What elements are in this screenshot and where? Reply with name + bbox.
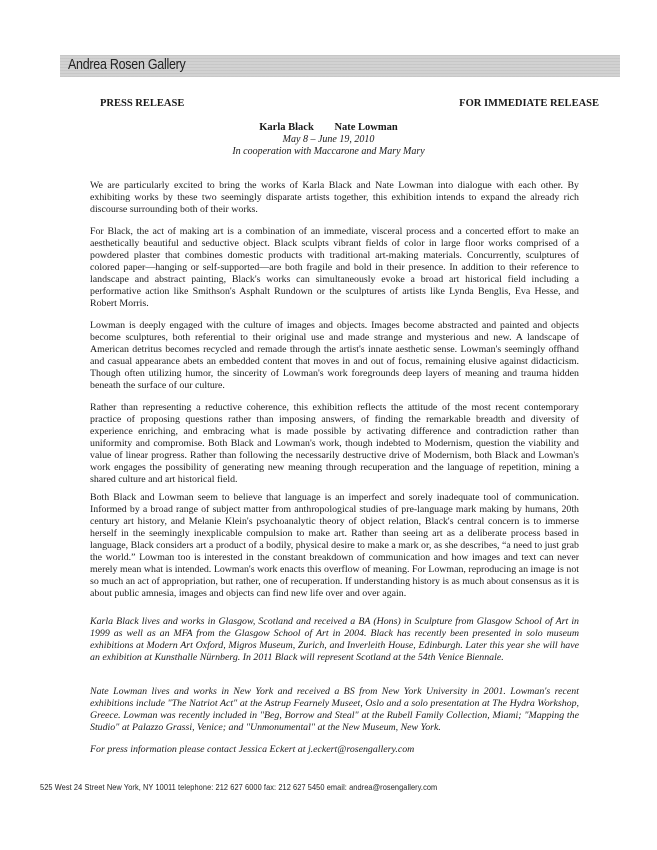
- cooperation-line: In cooperation with Maccarone and Mary Mary: [232, 146, 425, 157]
- paragraph-black: For Black, the act of making art is a combination of an immediate, visceral process and a concerted effort to make an aesthetically beautiful and seductive object. Black sculpts vibrant fields of color in large floor works comprised of a powdered plaster that combines domestic products with traditional art-making materials. Concurrently, sculptures of colored paper—hanging or self-supported—are both fragile and bold in their presence. In addition to their reference to landscape and abstract painting, Black's works can simultaneously evoke a broad art historical field including a performative action like Smithson's Asphalt Rundown or the sculptures of artists like Lynda Benglis, Eva Hesse, and Robert Morris.: [90, 226, 579, 309]
- bio-lowman: Nate Lowman lives and works in New York and received a BS from New York University in 2001. Lowman's recent exhibitions include "The Natriot Act" at the Astrup Fearnely Museet, Oslo and a solo presentation at The Hydra Workshop, Greece. Lowman was recently included in "Beg, Borrow and Steal" at the Rubell Family Collection, Miami; "Mapping the Studio" at Palazzo Grassi, Venice; and "Unmonumental" at the New Museum, New York.: [90, 686, 579, 733]
- paragraph-intro: We are particularly excited to bring the works of Karla Black and Nate Lowman into dialogue with each other. By exhibiting works by these two seemingly disparate artists together, this exhibition intends to expand the already rich discourse surrounding both of their works.: [90, 180, 579, 215]
- artist-name-black: Karla Black: [259, 122, 314, 133]
- paragraph-language: Both Black and Lowman seem to believe that language is an imperfect and sorely inadequate tool of communication. Informed by a broad range of subject matter from anthropological studies of pre-language mark making by humans, 20th century art history, and Melanie Klein's psychoanalytic theory of object relation, Black's central concern is to immerse herself in the seemingly inexplicable compulsion to make art. Rather than seeing art as a deliberate process based in language, Black considers art a product of a bodily, physical desire to make a mark or, as she describes, “a need to just grab the world.” Lowman too is interested in the constant breakdown of communication and how images and text can never merely mean what is intended. Lowman's work enacts this overflow of meaning. For Lowman, reproducing an image is not so much an act of appropriation, but rather, one of recuperation. If understanding history is as much about consensus as it is about public amnesia, images and objects can find new life over and over again.: [90, 492, 579, 599]
- artist-names: [0, 121, 657, 134]
- gallery-address-footer: 525 West 24 Street New York, NY 10011 telephone: 212 627 6000 fax: 212 627 5450 email: andrea@rosengallery.com: [40, 782, 438, 792]
- bio-black: Karla Black lives and works in Glasgow, Scotland and received a BA (Hons) in Sculpture from Glasgow School of Art in 1999 as well as an MFA from the Glasgow School of Art in 2004. Black has recently been presented in solo museum exhibitions at Modern Art Oxford, Migros Museum, Zurich, and Inverleith House, Edinburgh. Later this year she will have an exhibition at Kunsthalle Nürnberg. In 2011 Black will represent Scotland at the 54th Venice Biennale.: [90, 616, 579, 663]
- artist-name-lowman: Nate Lowman: [334, 122, 398, 133]
- gallery-logo: Andrea Rosen Gallery: [68, 57, 186, 73]
- press-contact: For press information please contact Jessica Eckert at j.eckert@rosengallery.com: [90, 744, 415, 755]
- exhibition-dates: May 8 – June 19, 2010: [282, 134, 375, 145]
- immediate-release-label: FOR IMMEDIATE RELEASE: [459, 98, 599, 109]
- letterhead-banner: [60, 55, 620, 77]
- paragraph-coherence: Rather than representing a reductive coherence, this exhibition reflects the attitude of the most recent contemporary practice of proposing questions rather than imposing answers, of finding the remarkable breadth and diversity of experience enriching, and embracing what is made possible by activating difference and contradiction rather than uniformity and compromise. Both Black and Lowman's work, though indebted to Modernism, question the viability and value of linear progress. Rather than following the necessarily destructive drive of Modernism, both Black and Lowman's work engages the possibility of generating new meaning through recuperation and the language of repetition, mining a shared culture and art historical field.: [90, 402, 579, 485]
- paragraph-lowman: Lowman is deeply engaged with the culture of images and objects. Images become abstracted and painted and objects become sculptures, both referential to their original use and made strange and mysterious and new. A landscape of American detritus becomes recycled and remade through the artist's innate aesthetic sense. Lowman's seemingly offhand and casual appearance abets an embedded content that moves in and out of focus, remaining elusive against didacticism. Though often utilizing humor, the sincerity of Lowman's work foregrounds deep layers of meaning and trauma hidden beneath the surface of our culture.: [90, 320, 579, 391]
- press-release-label: PRESS RELEASE: [100, 98, 185, 109]
